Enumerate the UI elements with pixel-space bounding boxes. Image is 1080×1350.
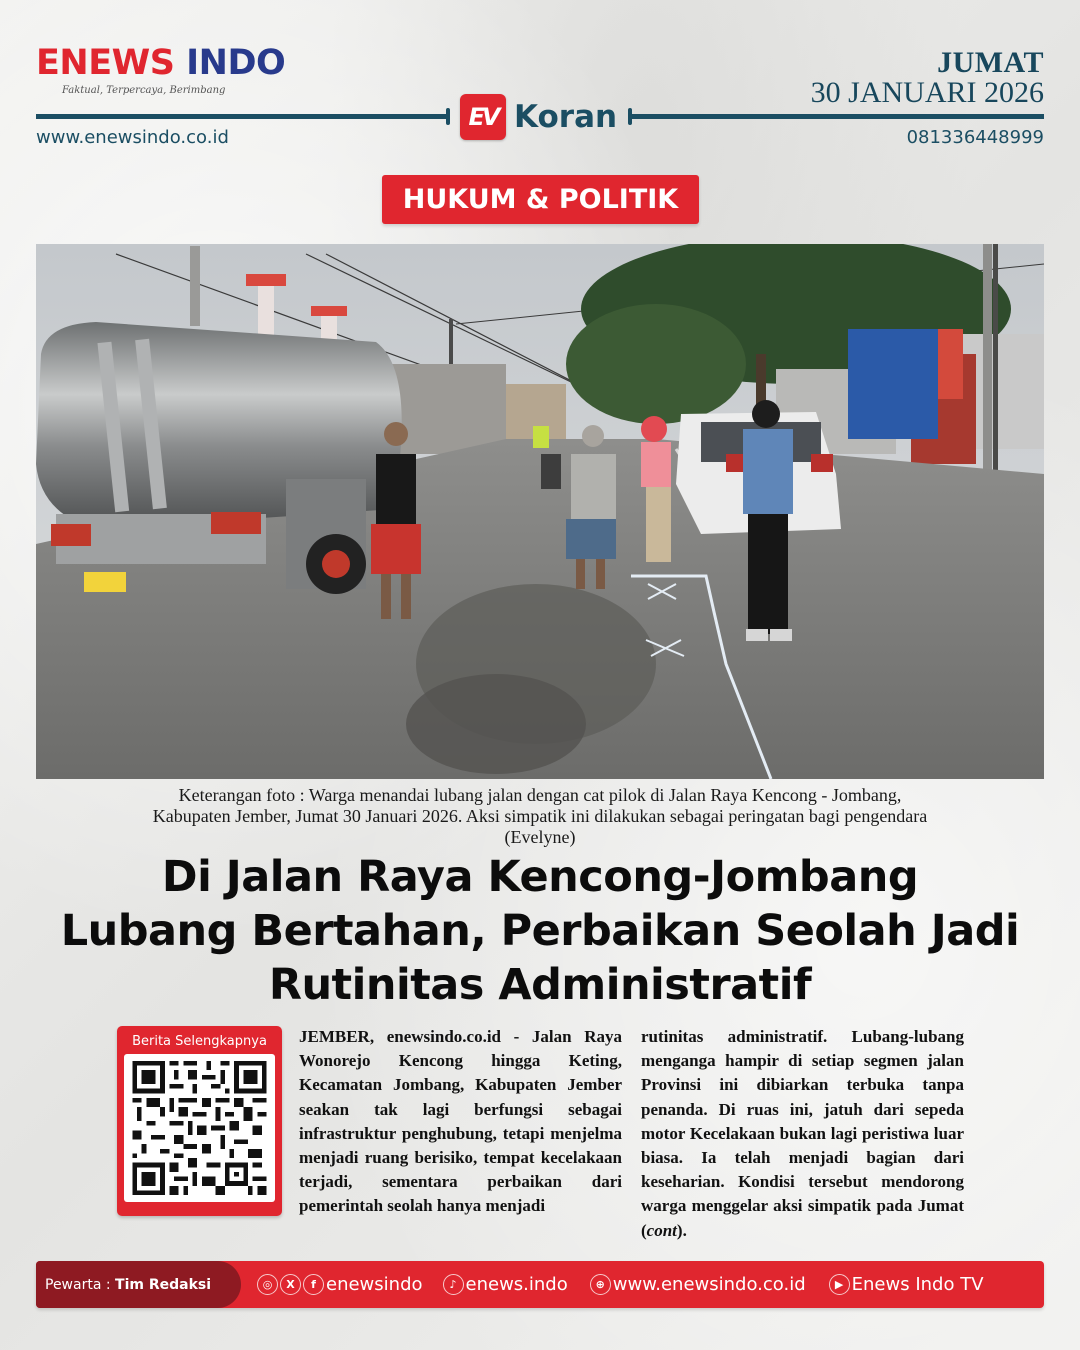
issue-date-full: 30 JANUARI 2026 xyxy=(810,76,1044,109)
header-rule-right xyxy=(630,114,1044,119)
social-website[interactable] xyxy=(590,1274,806,1295)
headline-line-2: Lubang Bertahan, Perbaikan Seolah Jadi xyxy=(60,906,1020,956)
caption-line-1: Keterangan foto : Warga menandai lubang jalan dengan cat pilok di Jalan Raya Kencong - Jombang, xyxy=(178,785,902,805)
qr-code-icon[interactable] xyxy=(124,1054,275,1202)
brand-name-part1: ENEWS xyxy=(36,43,175,83)
reporter-label: Pewarta : xyxy=(45,1276,111,1293)
contact-phone: 081336448999 xyxy=(906,127,1044,148)
footer-bar xyxy=(36,1261,1044,1308)
qr-title: Berita Selengkapnya xyxy=(132,1034,267,1049)
facebook-icon[interactable]: f xyxy=(303,1274,324,1295)
headline xyxy=(20,850,1060,1012)
footer-website-link[interactable]: www.enewsindo.co.id xyxy=(612,1274,806,1295)
article-text-2-end: ). xyxy=(676,1220,687,1240)
issue-day: JUMAT xyxy=(937,46,1044,79)
article-text-1: JEMBER, enewsindo.co.id - Jalan Raya Wonorejo Kencong hingga Keting, Kecamatan Jombang, Kabupaten Jember seakan tak lagi berfungsi sebagai infrastruktur penghubung, tetapi menjelma menjadi ruang berisiko, tempat kecelakaan terjadi, sementara perbaikan dari pemerintah seolah hanya menjadi xyxy=(299,1027,622,1216)
website-link[interactable]: www.enewsindo.co.id xyxy=(36,127,229,148)
social-youtube[interactable] xyxy=(829,1274,984,1295)
article-column-2 xyxy=(641,1025,964,1243)
brand-name-part2: INDO xyxy=(186,43,286,83)
headline-line-1: Di Jalan Raya Kencong-Jombang xyxy=(161,852,919,902)
news-photo xyxy=(36,244,1044,779)
reporter-credit xyxy=(36,1261,241,1308)
social-handle-enewsindo[interactable]: enewsindo xyxy=(326,1274,423,1295)
brand-name xyxy=(36,43,286,83)
edition-label: Koran xyxy=(514,99,618,135)
caption-line-2: Kabupaten Jember, Jumat 30 Januari 2026. Aksi simpatik ini dilakukan sebagai peringatan bagi pengendara xyxy=(152,806,928,826)
social-tiktok[interactable] xyxy=(443,1274,568,1295)
instagram-icon[interactable]: ◎ xyxy=(257,1274,278,1295)
reporter-name: Tim Redaksi xyxy=(115,1276,212,1293)
header-rule-left xyxy=(36,114,448,119)
article-cont-marker: cont xyxy=(646,1220,677,1240)
caption-credit: (Evelyne) xyxy=(504,827,576,847)
social-enewsindo[interactable] xyxy=(257,1274,423,1295)
globe-icon[interactable]: ⊕ xyxy=(590,1274,611,1295)
social-handle-tiktok[interactable]: enews.indo xyxy=(465,1274,568,1295)
headline-line-3: Rutinitas Administratif xyxy=(268,960,812,1010)
x-icon[interactable]: X xyxy=(280,1274,301,1295)
edition-badge xyxy=(460,94,617,140)
header-rule-cap-right xyxy=(628,108,632,125)
article-column-1 xyxy=(299,1025,622,1219)
header-rule-cap-left xyxy=(446,108,450,125)
tiktok-icon[interactable]: ♪ xyxy=(443,1274,464,1295)
photo-caption xyxy=(36,785,1044,848)
youtube-channel-name[interactable]: Enews Indo TV xyxy=(851,1274,984,1295)
youtube-icon[interactable]: ▶ xyxy=(829,1274,850,1295)
ev-logo-icon: EV xyxy=(460,94,506,140)
qr-card[interactable] xyxy=(117,1026,282,1216)
issue-date xyxy=(811,48,1044,108)
brand-tagline: Faktual, Terpercaya, Berimbang xyxy=(62,85,226,96)
brand-logo xyxy=(36,43,286,96)
category-badge: HUKUM & POLITIK xyxy=(382,175,699,224)
article-text-2 xyxy=(641,1025,964,1243)
article-text-2-main: rutinitas administratif. Lubang-lubang menganga hampir di setiap segmen jalan Provinsi ini dibiarkan terbuka tanpa penanda. Di ruas ini, jatuh dari sepeda motor Kecelakaan bukan lagi peristiwa luar biasa. Ia telah menjadi bagian dari keseharian. Kondisi tersebut mendorong warga menggelar aksi simpatik pada Jumat ( xyxy=(641,1027,964,1240)
